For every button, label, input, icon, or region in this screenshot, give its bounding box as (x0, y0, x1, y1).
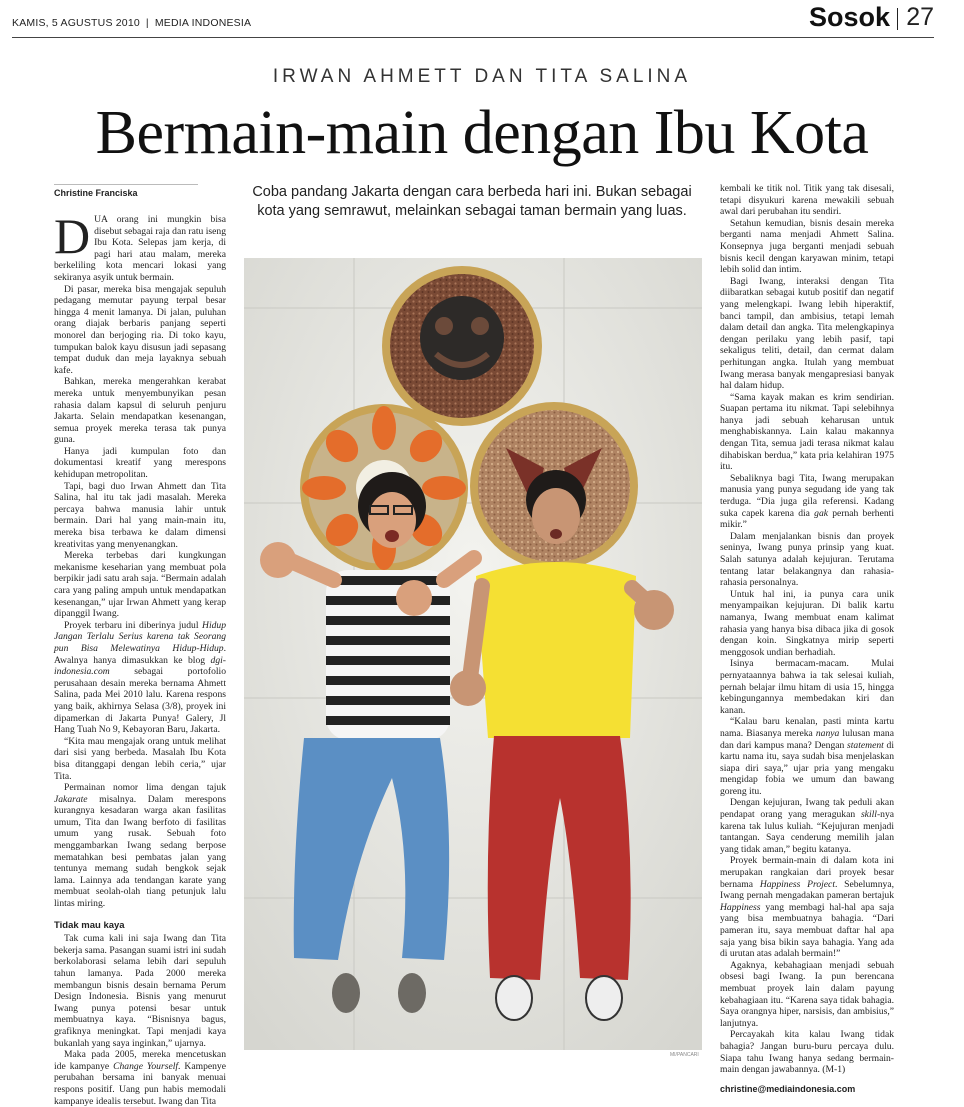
paragraph: kembali ke titik nol. Titik yang tak disesali, tetapi disyukuri karena mewakili sebuah awal dari perubahan itu sendiri. (720, 183, 894, 218)
italic-term: Happiness Project (759, 878, 835, 890)
photo-credit: MI/PANCARI (670, 1052, 699, 1058)
text-run: pernah berhenti mikir.” (720, 507, 894, 531)
paragraph: “Kita mau mengajak orang untuk melihat dari sisi yang berbeda. Masalah Ibu Kota bisa ditanggapi dengan lebih ceria,” ujar Tita. (54, 735, 226, 782)
masthead-rule (12, 37, 934, 38)
paragraph: Bagi Iwang, interaksi dengan Tita diibaratkan sebagai kutub positif dan negatif yang melengkapi. Iwang lebih hiperaktif, banci tampil, dan ambisius, tetapi lemah dalam detail dan angka. Tita melengkapinya dengan perilaku yang lebih pasif, tapi sekaligus teliti, detail, dan cermat dalam perhitungan angka. Itulah yang membuat Iwang merasa banyak mengapresiasi banyak hal dalam hidup. (720, 275, 894, 392)
paragraph (54, 620, 226, 736)
italic-blog-url: dgi-indonesia.com (54, 654, 226, 678)
paragraph: Untuk hal ini, ia punya cara unik menyampaikan kejujuran. Di balik kartu namanya, Iwang membuat enam kalimat rahasia yang hanya bisa dibaca jika di gosok dengan koin. Singkatnya mirip seperti menggosok undian berhadiah. (720, 588, 894, 658)
paragraph: Hanya jadi kumpulan foto dan dokumentasi kreatif yang merespons kehidupan metropolitan. (54, 445, 226, 481)
issue-date: KAMIS, 5 AGUSTUS 2010 (12, 17, 140, 29)
text-run: Proyek terbaru ini diberinya judul (64, 619, 203, 631)
newspaper-name: MEDIA INDONESIA (154, 17, 252, 29)
paragraph (54, 208, 226, 284)
paragraph: Mereka terbebas dari kungkungan mekanisme keseharian yang membuat pola berpikir jadi satu arah saja. “Bermain adalah cara yang paling ampuh untuk mendapatkan kesenangan,” ujar Irwan Ahmett yang kerap dipanggil Iwang. (54, 550, 226, 620)
paragraph: Dalam menjalankan bisnis dan proyek seninya, Iwang punya prinsip yang kuat. Salah satunya adalah kejujuran. Terutama tentang latar belakangnya dan rahasia-rahasia personalnya. (720, 530, 894, 589)
paragraph: Isinya bermacam-macam. Mulai pernyataannya bahwa ia tak selesai kuliah, pernah belajar ilmu hitam di usia 15, hingga kebingungannya membedakan kiri dan kanan. (720, 658, 894, 716)
text-run: . Awalnya hanya dimasukkan ke blog (54, 642, 226, 666)
paragraph (54, 782, 226, 910)
paragraph (720, 855, 894, 959)
paragraph: Di pasar, mereka bisa mengajak sepuluh pedagang memutar payung terpal besar hingga 4 menit lamanya. Di jalan, puluhan orang diajak berbaris panjang seperti monorel dan berjoging ria. Di toko kayu, tumpukan balok kayu disusun jadi sepasang tempat duduk dan meja layaknya sebuah kafe. (54, 283, 226, 376)
paragraph (720, 473, 894, 531)
text-run: “Kalau baru kenalan, pasti minta kartu nama. Biasanya mereka (720, 716, 894, 739)
masthead (12, 0, 934, 40)
text-run: . Sebelumnya, Iwang pernah mengadakan pameran bertajuk (720, 878, 894, 902)
article-column-3 (720, 183, 894, 1095)
deck: Coba pandang Jakarta dengan cara berbeda hari ini. Bukan sebagai kota yang semrawut, melainkan sebagai taman bermain yang luas. (252, 184, 692, 219)
italic-term: Jakarate (54, 793, 88, 805)
subheading: Tidak mau kaya (54, 919, 125, 931)
text-run: lulusan mana dan dari kampus mana? Dengan (720, 727, 894, 751)
text-run: misalnya. Dalam merespons kurangnya kesadaran warga akan fasilitas umum, Tita dan Iwang berfoto di fasilitas umum yang rusak. Sebuah foto menggambarkan Iwang sedang berpose mematahkan besi pembatas jalan yang tentunya memang sudah bengkok sejak lama. Lainnya ada tendangan karate yang membuat seolah-olah tiang petunjuk lalu lintas miring. (54, 793, 226, 910)
feature-photo (244, 258, 702, 1050)
text-run: -nya karena tak lulus kuliah. “Kejujuran menjadi tantangan. Saya cenderung memilih jalan yang tidak aman,” begitu katanya. (720, 809, 894, 855)
text-run: Proyek bermain-main di dalam kota ini merupakan rangkaian dari proyek besar bernama (720, 855, 894, 890)
drop-cap: D (54, 208, 91, 264)
paragraph (54, 1049, 226, 1107)
page-number: 27 (906, 3, 934, 31)
byline: Christine Franciska (54, 188, 138, 198)
text-run: . Kampenye perubahan bersama ini banyak menuai respons positif. Uang pun habis memodali kampanye idealis tersebut. Iwang dan Tita (54, 1060, 226, 1107)
paragraph: Percayakah kita kalau Iwang tidak bahagia? Jangan buru-buru percaya dulu. Siapa tahu Iwang hanya sedang bermain-main dengan jawabannya. (M-1) (720, 1029, 894, 1076)
paragraph: “Sama kayak makan es krim sendirian. Suapan pertama itu nikmat. Tapi selebihnya hanya jadi sebuah keharusan untuk menghabiskannya. Lain kalau makannya dengan Tita, semua jadi terasa nikmat kalau dihabiskan berdua,” kata pria kelahiran 1975 itu. (720, 391, 894, 473)
italic-term: gak (814, 507, 828, 519)
paragraph: Bahkan, mereka mengerahkan kerabat mereka untuk menyembunyikan pesan rahasia dalam kapsul di seluruh penjuru Jakarta. Selain mendapatkan kesenangan, semua proyek mereka terasa tak punya guna. (54, 376, 226, 446)
italic-term: Happiness (720, 901, 761, 913)
article-column-1 (54, 208, 226, 1107)
paragraph: Tak cuma kali ini saja Iwang dan Tita bekerja sama. Pasangan suami istri ini sudah berkolaborasi selama lebih dari sepuluh tahun lamanya. Pada 2000 mereka membangun bisnis desain bernama Perum Design Indonesia. Bisnis yang menurut Iwang punya potensi besar untuk membuatnya kaya. “Bisnisnya bagus, grafiknya meningkat. Tapi menjadi kaya bukanlah yang saya inginkan,” ujarnya. (54, 933, 226, 1049)
italic-term: skill (860, 809, 877, 821)
italic-term: Change Yourself (113, 1060, 179, 1072)
text-run: Dengan kejujuran, Iwang tak peduli akan pendapat orang yang meragukan (720, 797, 894, 821)
section-name: Sosok (808, 2, 890, 32)
dateline (12, 17, 251, 29)
text-run: Maka pada 2005, mereka mencetuskan ide kampanye (54, 1049, 226, 1072)
text-run: di kartu nama itu, saya sudah bisa menjelaskan siapa diri saya,” ujar pria yang mengaku mengidap fobia we umum dan bawang goreng itu. (720, 739, 894, 797)
paragraph (720, 797, 894, 855)
kicker: IRWAN AHMETT DAN TITA SALINA (272, 66, 692, 87)
italic-title: Hidup Jangan Terlalu Serius karena tak Seorang pun Bisa Melewatinya Hidup-Hidup (54, 619, 226, 654)
tray-face (382, 266, 542, 426)
text-run: Sebaliknya bagi Tita, Iwang merupakan manusia yang punya segudang ide yang tak terduga. “Dia juga gila referensi. Kadang suka capek karena dia (720, 472, 894, 519)
paragraph: Setahun kemudian, bisnis desain mereka berganti nama menjadi Ahmett Salina. Konsepnya juga berganti menjadi sebuah bisnis kecil dengan karyawan minim, tetapi lebih solid dan intim. (720, 217, 894, 276)
paragraph (720, 716, 894, 797)
italic-term: nanya (815, 727, 840, 739)
text-run: Permainan nomor lima dengan tajuk (64, 782, 226, 794)
section-divider (897, 8, 898, 30)
paragraph-text: UA orang ini mungkin bisa disebut sebagai raja dan ratu iseng Ibu Kota. Selepas jam kerja, di pagi hari atau malam, mereka berkeliling kota mencari lokasi yang sekiranya asyik untuk bermain. (54, 214, 226, 283)
paragraph: Tapi, bagi duo Irwan Ahmett dan Tita Salina, hal itu tak jadi masalah. Mereka percaya bahwa manusia lahir untuk bermain. Dari hal yang main-main itu, mereka bisa terbawa ke dalam dimensi kreativitas yang menyenangkan. (54, 480, 226, 550)
headline: Bermain-main dengan Ibu Kota (95, 99, 869, 167)
text-run: sebagai portofolio perusahaan desain mereka bernama Ahmett Salina, pada Mei 2010 lalu. Karena respons yang baik, akhirnya Selasa (3/8), proyek ini dipamerkan di Jakarta Punya! Galery, Jl Hang Tuah No 9, Kebayoran Baru, Jakarta. (54, 666, 226, 736)
photo-illustration (244, 258, 702, 1050)
byline-rule (54, 184, 198, 185)
paragraph: Agaknya, kebahagiaan menjadi sebuah obsesi bagi Iwang. Ia pun berencana membuat proyek lain dalam payung kebahagiaan itu. “Karena saya tidak bahagia. Saya orangnya hiper, narsisis, dan ambisius,” lanjutnya. (720, 959, 894, 1029)
dateline-separator: | (145, 17, 149, 29)
italic-term: statement (847, 739, 884, 751)
text-run: yang membagi hal-hal apa saja yang bisa membuatnya bahagia. “Dari pameran itu, saya membuat daftar hal apa saja yang bisa bikin saya bahagia. Yang ada di urutan atas adalah bermain!” (720, 901, 894, 960)
author-email[interactable]: christine@mediaindonesia.com (720, 1083, 856, 1094)
